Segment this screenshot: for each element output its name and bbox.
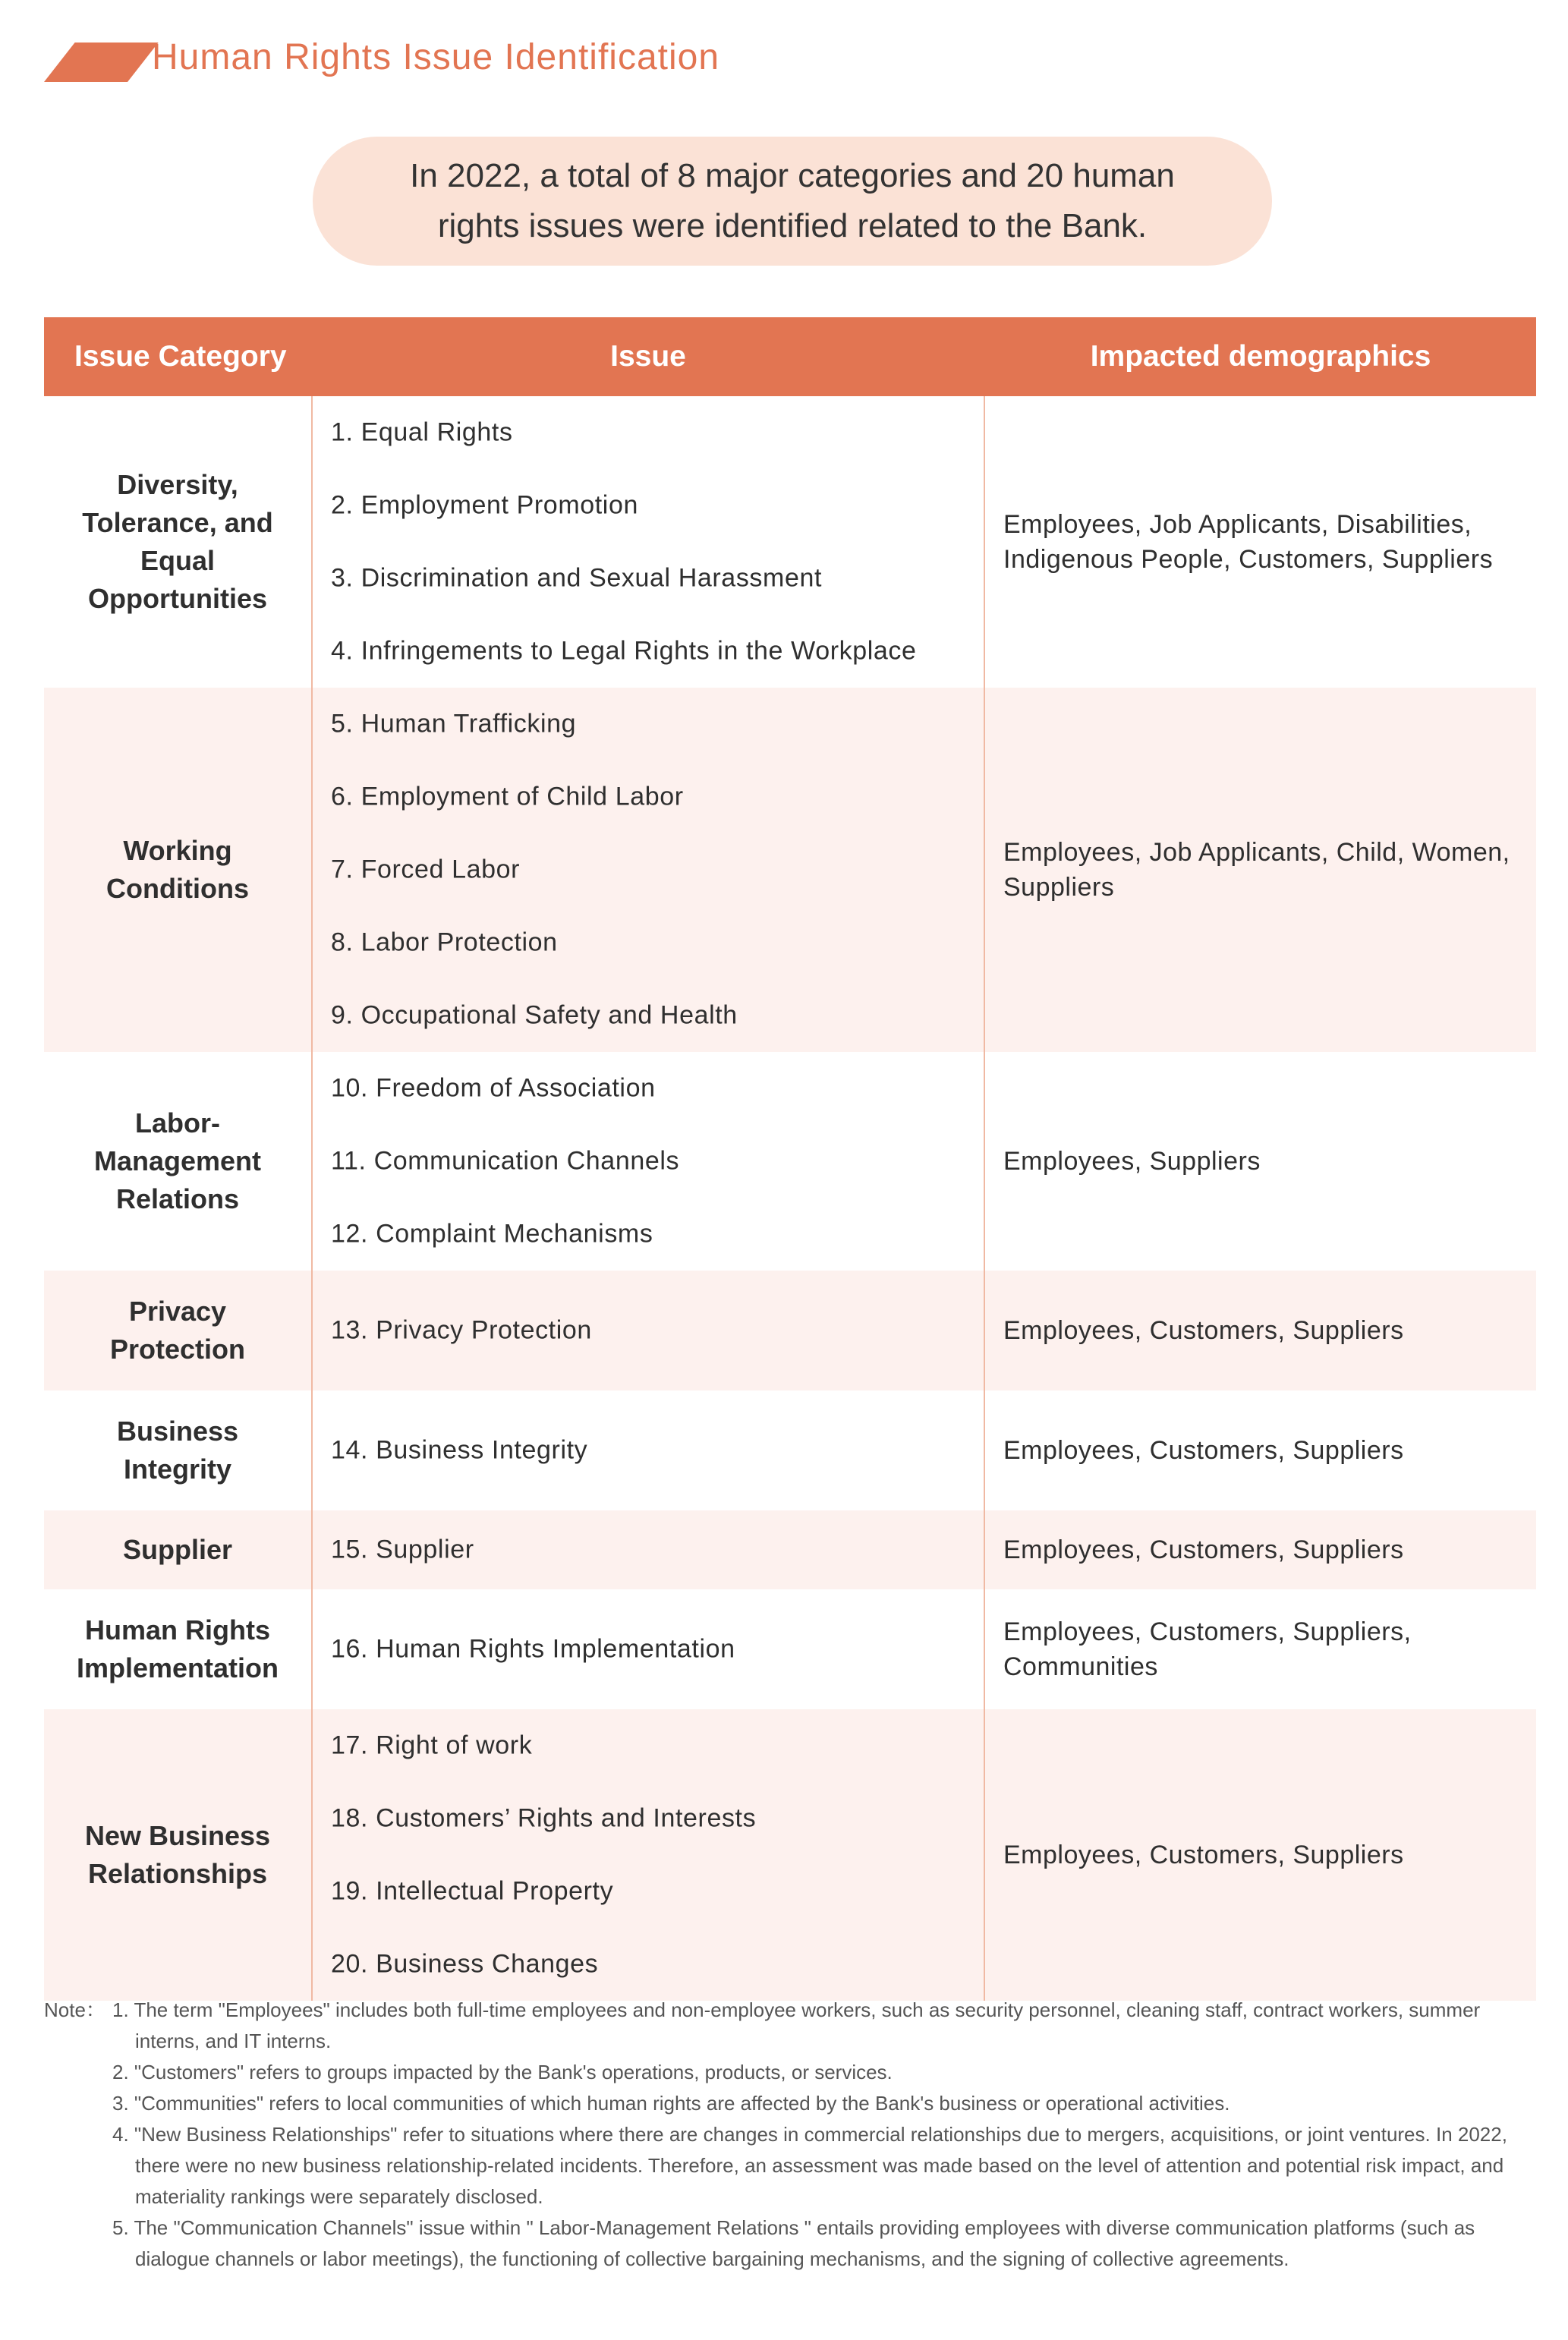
issue-item: 12. Complaint Mechanisms	[331, 1219, 653, 1249]
issue-category: Labor-Management Relations	[93, 1107, 262, 1214]
impacted-demographics: Employees, Suppliers	[1003, 1147, 1261, 1176]
issue-item: 5. Human Trafficking	[331, 709, 577, 739]
table-row	[44, 1589, 1536, 1709]
issue-list	[311, 1271, 985, 1390]
page-title: Human Rights Issue Identification	[152, 37, 720, 77]
table-row	[44, 1390, 1536, 1510]
column-header-demographics: Impacted demographics	[1090, 340, 1431, 373]
issue-list	[311, 1709, 985, 2001]
table-header	[44, 317, 1536, 396]
note-item: 1. The term "Employees" includes both full-time employees and non-employee workers, such as security personnel, cleaning staff, contract workers, summer interns, and IT interns.	[112, 1998, 1481, 2052]
impacted-demographics: Employees, Customers, Suppliers	[1003, 1316, 1404, 1345]
issue-item: 7. Forced Labor	[331, 855, 521, 884]
issue-category: Supplier	[122, 1534, 233, 1565]
column-header-issue: Issue	[610, 340, 686, 373]
issue-item: 15. Supplier	[331, 1535, 474, 1564]
issue-item: 2. Employment Promotion	[331, 490, 638, 520]
issue-item: 11. Communication Channels	[331, 1146, 680, 1176]
issue-item: 13. Privacy Protection	[331, 1315, 592, 1345]
issue-list	[311, 396, 985, 688]
issue-category: Diversity, Tolerance, and Equal Opportunities	[82, 469, 273, 614]
issue-item: 20. Business Changes	[331, 1949, 599, 1979]
table-row	[44, 1271, 1536, 1390]
issue-item: 18. Customers’ Rights and Interests	[331, 1803, 757, 1833]
issue-list	[311, 1510, 985, 1589]
issue-item: 17. Right of work	[331, 1731, 533, 1760]
impacted-demographics: Employees, Customers, Suppliers	[1003, 1436, 1404, 1465]
issue-category: Human Rights Implementation	[76, 1614, 279, 1683]
note-item: 3. "Communities" refers to local communities of which human rights are affected by the Bank's business or operational activities.	[112, 2092, 1230, 2115]
issue-item: 6. Employment of Child Labor	[331, 782, 684, 811]
column-header-category: Issue Category	[74, 340, 287, 373]
issue-item: 1. Equal Rights	[331, 417, 513, 447]
table-row	[44, 688, 1536, 1052]
issue-item: 10. Freedom of Association	[331, 1073, 656, 1103]
issue-item: 4. Infringements to Legal Rights in the Workplace	[331, 636, 917, 666]
issue-item: 3. Discrimination and Sexual Harassment	[331, 563, 823, 593]
issue-list	[311, 1390, 985, 1510]
issue-list	[311, 1589, 985, 1709]
issue-category: New Business Relationships	[84, 1820, 271, 1889]
issue-item: 16. Human Rights Implementation	[331, 1634, 735, 1664]
impacted-demographics: Employees, Job Applicants, Disabilities, Indigenous People, Customers, Suppliers	[1003, 510, 1494, 574]
title-accent-shape	[44, 43, 159, 82]
summary-text: In 2022, a total of 8 major categories and 20 human rights issues were identified related to the Bank.	[410, 157, 1175, 244]
note-item: 5. The "Communication Channels" issue within " Labor-Management Relations " entails providing employees with diverse communication platforms (such as dialogue channels or labor meetings), the functioning of collective bargaining mechanisms, and the signing of collective agreements.	[112, 2216, 1475, 2270]
note-item: 4. "New Business Relationships" refer to situations where there are changes in commercial relationships due to mergers, acquisitions, or joint ventures. In 2022, there were no new business relationship-related incidents. Therefore, an assessment was made based on the level of attention and potential risk impact, and materiality rankings were separately disclosed.	[112, 2123, 1507, 2208]
table-row	[44, 1709, 1536, 2001]
impacted-demographics: Employees, Customers, Suppliers	[1003, 1535, 1404, 1564]
issue-category: Business Integrity	[116, 1416, 239, 1485]
notes-section	[44, 1995, 1536, 2275]
issue-item: 14. Business Integrity	[331, 1435, 588, 1465]
human-rights-table	[44, 317, 1536, 1979]
impacted-demographics: Employees, Customers, Suppliers, Communities	[1003, 1617, 1412, 1681]
issue-category: Privacy Protection	[109, 1296, 245, 1365]
note-item: 2. "Customers" refers to groups impacted by the Bank's operations, products, or services.	[112, 2061, 893, 2083]
issue-list	[311, 688, 985, 1052]
table-row	[44, 396, 1536, 688]
impacted-demographics: Employees, Customers, Suppliers	[1003, 1841, 1404, 1869]
summary-banner	[313, 137, 1272, 266]
issue-list	[311, 1052, 985, 1271]
table-row	[44, 1052, 1536, 1271]
issue-item: 8. Labor Protection	[331, 927, 558, 957]
notes-label: Note：	[44, 1998, 105, 2021]
issue-category: Working Conditions	[106, 835, 249, 904]
issue-item: 9. Occupational Safety and Health	[331, 1000, 738, 1030]
table-row	[44, 1510, 1536, 1589]
issue-item: 19. Intellectual Property	[331, 1876, 614, 1906]
impacted-demographics: Employees, Job Applicants, Child, Women, Suppliers	[1003, 838, 1510, 902]
